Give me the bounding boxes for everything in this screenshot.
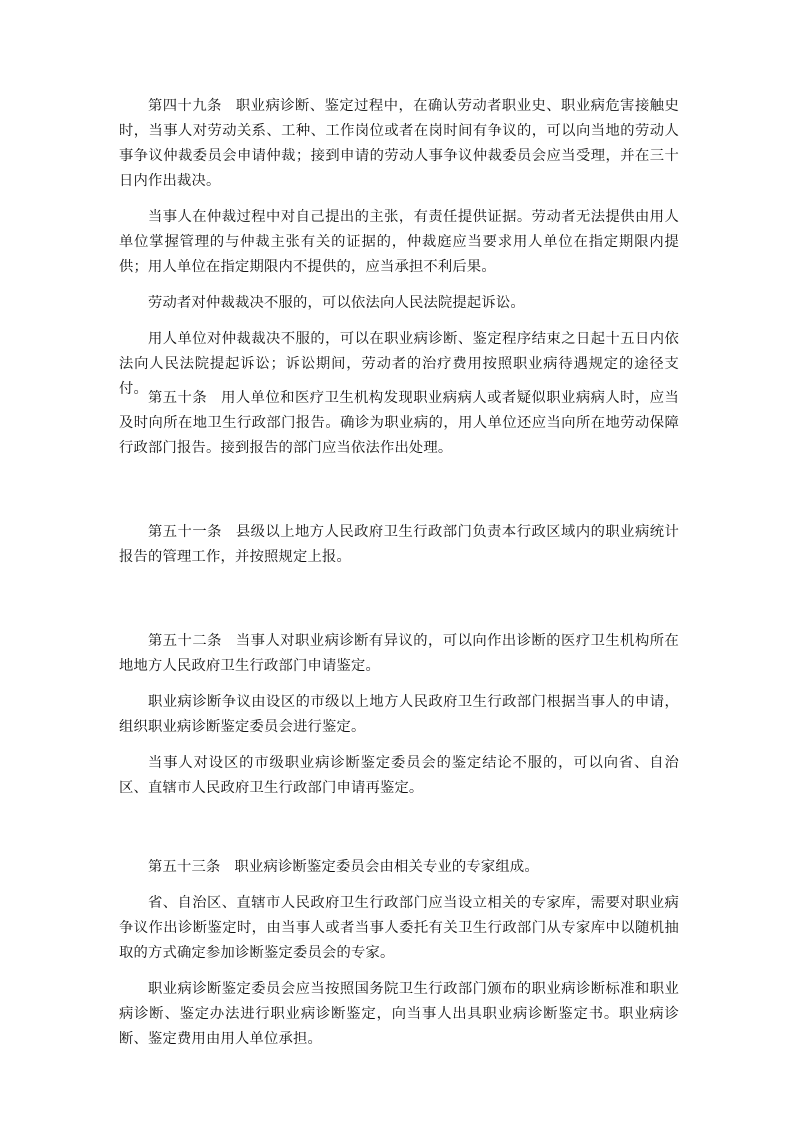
article-49 (119, 94, 679, 413)
article-number: 第五十条 (148, 390, 208, 406)
paragraph-text: 用人单位和医疗卫生机构发现职业病病人或者疑似职业病病人时，应当及时向所在地卫生行政部门报告。确诊为职业病的，用人单位还应当向所在地劳动保障行政部门报告。接到报告的部门应当依法作出处理。 (119, 390, 679, 456)
article-paragraph: 职业病诊断鉴定委员会应当按照国务院卫生行政部门颁布的职业病诊断标准和职业病诊断、鉴定办法进行职业病诊断鉴定，向当事人出具职业病诊断鉴定书。职业病诊断、鉴定费用由用人单位承担。 (119, 981, 679, 1047)
article-number: 第四十九条 (148, 98, 222, 114)
article-52 (119, 629, 679, 812)
article-paragraph (119, 94, 679, 194)
article-paragraph: 当事人在仲裁过程中对自己提出的主张，有责任提供证据。劳动者无法提供由用人单位掌握管理的与仲裁主张有关的证据的，仲裁庭应当要求用人单位在指定期限内提供；用人单位在指定期限内不提供的，应当承担不利后果。 (119, 209, 679, 275)
article-paragraph (119, 520, 679, 570)
article-paragraph: 用人单位对仲裁裁决不服的，可以在职业病诊断、鉴定程序结束之日起十五日内依法向人民法院提起诉讼；诉讼期间，劳动者的治疗费用按照职业病待遇规定的途径支付。 (119, 331, 679, 397)
article-paragraph: 职业病诊断争议由设区的市级以上地方人民政府卫生行政部门根据当事人的申请，组织职业病诊断鉴定委员会进行鉴定。 (119, 694, 679, 735)
paragraph-text: 当事人对职业病诊断有异议的，可以向作出诊断的医疗卫生机构所在地地方人民政府卫生行政部门申请鉴定。 (119, 633, 680, 674)
paragraph-text: 职业病诊断、鉴定过程中，在确认劳动者职业史、职业病危害接触史时，当事人对劳动关系、工种、工作岗位或者在岗时间有争议的，可以向当地的劳动人事争议仲裁委员会申请仲裁；接到申请的劳动人事争议仲裁委员会应当受理，并在三十日内作出裁决。 (119, 98, 680, 189)
article-paragraph (119, 629, 679, 679)
article-paragraph: 劳动者对仲裁裁决不服的，可以依法向人民法院提起诉讼。 (148, 295, 525, 311)
article-paragraph (119, 855, 679, 880)
article-50 (119, 386, 679, 472)
paragraph-text: 县级以上地方人民政府卫生行政部门负责本行政区域内的职业病统计报告的管理工作，并按照规定上报。 (119, 524, 680, 565)
article-paragraph: 省、自治区、直辖市人民政府卫生行政部门应当设立相关的专家库，需要对职业病争议作出诊断鉴定时，由当事人或者当事人委托有关卫生行政部门从专家库中以随机抽取的方式确定参加诊断鉴定委员会的专家。 (119, 895, 679, 961)
paragraph-text: 职业病诊断鉴定委员会由相关专业的专家组成。 (234, 859, 539, 875)
article-paragraph (119, 386, 679, 461)
article-53 (119, 855, 679, 1063)
article-number: 第五十二条 (148, 633, 222, 649)
article-paragraph: 当事人对设区的市级职业病诊断鉴定委员会的鉴定结论不服的，可以向省、自治区、直辖市人民政府卫生行政部门申请再鉴定。 (119, 755, 679, 796)
article-number: 第五十三条 (148, 859, 221, 875)
article-number: 第五十一条 (148, 524, 222, 540)
article-51 (119, 520, 679, 581)
